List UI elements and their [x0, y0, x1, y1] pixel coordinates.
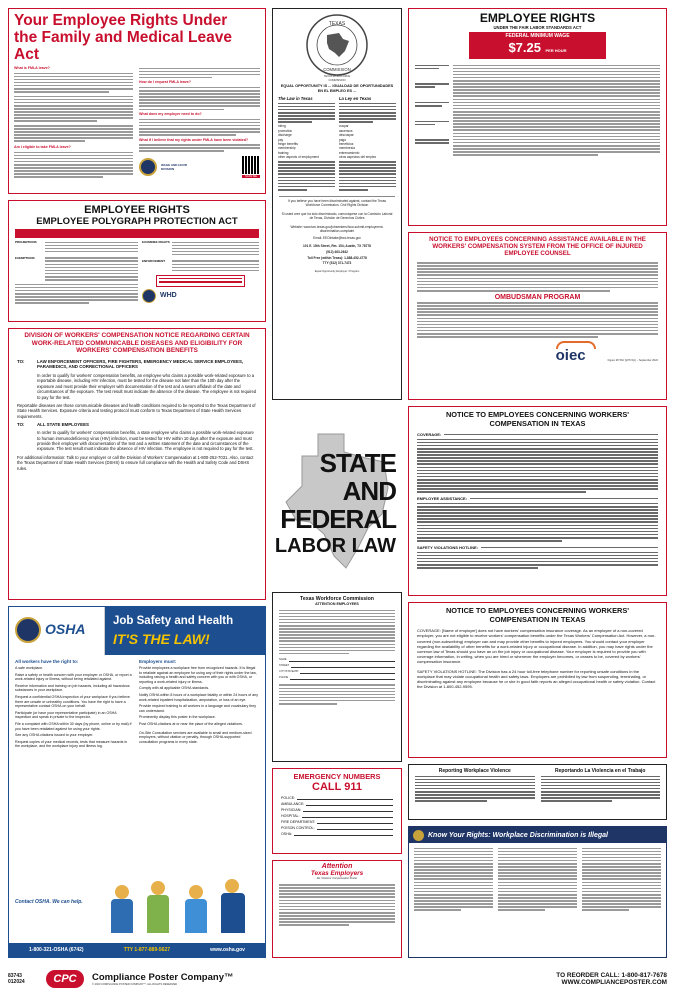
emergency-osha: OSHA:: [281, 832, 293, 836]
wc-notice-covered-panel: [408, 406, 667, 596]
list-item: other aspects of employment: [278, 155, 319, 160]
osha-col2-head: Employers must:: [139, 659, 177, 664]
min-wage-banner: [469, 32, 606, 59]
kyr-title: Know Your Rights: Workplace Discrimination is Illegal: [428, 831, 608, 839]
list-item: Notify OSHA within 8 hours of a workplace fatality or within 24 hours of any work-related inpatient hospitalization, amputation, or loss of an eye.: [139, 692, 259, 702]
osha-workers-illustration: [105, 877, 261, 935]
dwc-to1-label: TO:: [17, 358, 25, 364]
list-item: Receive information and training on job hazards, including all hazardous substances in your workplace.: [15, 683, 130, 693]
wc1-title: NOTICE TO EMPLOYEES CONCERNING WORKERS' COMPENSATION IN TEXAS: [445, 410, 630, 428]
twc-ui-field-phone: PHONE: [279, 676, 289, 680]
list-item: Request a confidential OSHA inspection of your workplace if you believe there are unsafe or unhealthy conditions. You have the right to have a representative contact OSHA on your behalf.: [15, 694, 130, 709]
osha-web: www.osha.gov: [210, 947, 245, 953]
oiec-form-number: Figure 28 TAC §276.5(c) – September 2022: [607, 359, 658, 363]
list-item: Comply with all applicable OSHA standards.: [139, 686, 210, 691]
cpc-brand: Compliance Poster Company™: [92, 971, 234, 983]
twc-email: Email: EEOIntake@twc.texas.gov: [313, 236, 361, 241]
dwc-p1: In order to qualify for workers' compensation benefits, an employee who claims a possible work-related exposure to a reportable disease, including HIV infection, must be tested for the disease not later than the 10th day after the exposure and must provide their employer with documentation of the test and a sworn affidavit of the date and circumstances of the exposure. The test result must indicate the absence of the disease. The employee is not required to pay for the test.: [37, 372, 257, 400]
osha-phone: 1-800-321-OSHA (6742): [29, 947, 84, 953]
dwc-to1: LAW ENFORCEMENT OFFICERS, FIRE FIGHTERS, EMERGENCY MEDICAL SERVICE EMPLOYEES, PARAMEDICS, AND CORRECTIONAL OFFICERS: [37, 358, 244, 370]
twc-ui-field-name: NAME: [279, 658, 287, 662]
osha-header: [9, 607, 265, 655]
list-item: See any OSHA citations issued to your employer.: [15, 733, 94, 738]
dwc-p3: In order to qualify for workers' compensation benefits, a state employee who claims a possible work-related exposure to human immunodeficiency virus (HIV) infection, must be tested for HIV within 10 days after the exposure and must provide their employer with documentation of the test and a written statement of the date and circumstances of the exposure. The test result must indicate the absence of HIV infection. The employee is not required to pay for the test.: [37, 430, 254, 452]
dwc-title: DIVISION OF WORKERS' COMPENSATION NOTICE REGARDING CERTAIN WORK-RELATED COMMUNICABLE DISEASES AND ELIGIBILITY FOR WORKERS' COMPENSATION BENEFITS: [24, 332, 250, 355]
twc-footer: Equal Opportunity Employer / Program: [314, 269, 360, 273]
reorder-web: WWW.COMPLIANCEPOSTER.COM: [561, 979, 667, 986]
dwc-to2-label: TO:: [17, 422, 25, 428]
polygraph-subtitle: EMPLOYEE POLYGRAPH PROTECTION ACT: [36, 216, 238, 227]
list-item: Provide required training to all workers in a language and vocabulary they can understand.: [139, 704, 257, 713]
list-item: File a complaint with OSHA within 30 days (by phone, online or by mail) if you have been retaliated against for using your rights.: [15, 721, 132, 731]
list-item: discharge: [278, 133, 292, 138]
list-item: promotion: [278, 128, 293, 133]
flsa-title: EMPLOYEE RIGHTS: [479, 11, 596, 25]
dwc-to2: ALL STATE EMPLOYEES: [37, 422, 89, 428]
svg-text:COMMISSION: COMMISSION: [323, 67, 351, 72]
list-item: beneficios: [339, 141, 354, 146]
list-item: Participate (or have your representative participate) in an OSHA inspection and speak in private to the inspector.: [15, 710, 117, 720]
list-item: training: [278, 150, 289, 155]
twc-tollfree: Toll Free (within Texas): 1-888-452-4778: [307, 255, 367, 260]
osha-title-2: IT'S THE LAW!: [113, 631, 210, 647]
dwc-disease-panel: [8, 328, 266, 600]
min-wage-banner-label: FEDERAL MINIMUM WAGE: [505, 33, 570, 39]
law-items-en: [278, 124, 335, 159]
oiec-logo: [552, 341, 602, 363]
emergency-fire: FIRE DEPARTMENT:: [281, 820, 316, 824]
list-item: fringe benefits: [278, 141, 299, 146]
workplace-violence-panel: [408, 764, 667, 820]
fmla-section-what: What is FMLA leave?: [14, 66, 50, 70]
dwc-p2: Reportable diseases are those communicable diseases and health conditions required to be reported to the Texas Department of State Health Services. Exposure criteria and testing protocol must conform to Texas Department of State Health Services requirements.: [17, 403, 256, 419]
labor-law-logo: [272, 406, 402, 586]
polygraph-panel: [8, 200, 266, 322]
qr-code-icon: [242, 156, 260, 174]
twc-seal-icon: [305, 13, 369, 77]
poster-code-1: 83743: [8, 973, 22, 979]
poster-footer: [8, 964, 667, 994]
osha-contact: Contact OSHA. We can help.: [15, 899, 83, 905]
oiec-logo-text: oiec: [555, 346, 586, 364]
osha-title-1: Job Safety and Health: [113, 615, 234, 627]
cpc-logo-text: CPC: [53, 973, 77, 985]
whd-label: WAGE AND HOUR DIVISION: [161, 162, 188, 171]
wc1-safety-label: SAFETY VIOLATIONS HOTLINE:: [417, 545, 478, 551]
twc-seal-bottom: COMMISSION: [328, 78, 346, 82]
emergency-police: POLICE:: [281, 796, 296, 800]
dol-seal-icon: [142, 289, 156, 303]
list-item: entrenamiento: [339, 150, 360, 155]
twc-believe-es: Si usted cree que ha sido discriminado, comuníquese con la Comisión Laboral de Texas, División de Derechos Civiles: [281, 211, 393, 221]
polygraph-exemptions: EXEMPTIONS: [15, 255, 35, 260]
list-item: ascensos: [339, 128, 353, 133]
twc-ui-panel: [272, 592, 402, 762]
twc-eq-title: EQUAL OPPORTUNITY IS ... IGUALDAD DE OPORTUNIDADES EN EL EMPLEO ES ...: [280, 84, 394, 94]
twc-equal-opportunity-panel: [272, 8, 402, 400]
list-item: descuspar: [339, 133, 354, 138]
ombudsman-heading: OMBUDSMAN PROGRAM: [494, 293, 581, 301]
scan-me-label: SCAN ME: [242, 175, 260, 178]
reorder-phone: TO REORDER CALL: 1-800-817-7678: [556, 972, 667, 979]
list-item: pago: [339, 137, 347, 142]
fmla-title: Your Employee Rights Under the Family and Medical Leave Act: [14, 12, 232, 63]
list-item: cuspar: [339, 124, 349, 129]
fmla-section-request: How do I request FMLA leave?: [139, 80, 191, 85]
fmla-section-violated: What if I believe that my rights under FMLA have been violated?: [139, 137, 249, 142]
list-item: otros aspectos del empleo: [339, 155, 377, 160]
wc1-assistance-label: EMPLOYEE ASSISTANCE:: [417, 496, 468, 502]
law-items-es: [339, 124, 396, 159]
twc-ui-field-city: CITY/STATE/ZIP: [279, 670, 299, 674]
labor-law-line2: AND: [342, 476, 396, 506]
list-item: pay: [278, 137, 284, 142]
wc2-safety: SAFETY VIOLATIONS HOTLINE: The Division has a 24 hour toll-free telephone number for reporting unsafe conditions in the workplace that may violate occupational health and safety laws. Employers are prohibited by law from suspending, terminating, or discriminating against any employee because he or she in good faith reports an alleged occupational health or safety violation. Contact the Division at 1-800-452-9595.: [417, 668, 656, 690]
polygraph-intro-banner: [15, 229, 259, 238]
polygraph-prohibitions: PROHIBITIONS: [15, 240, 37, 244]
emergency-title: EMERGENCY NUMBERS: [293, 772, 381, 781]
wc1-coverage-label: COVERAGE:: [417, 432, 442, 438]
dol-seal-icon: [139, 158, 157, 176]
twc-ui-subtitle: ATTENTION EMPLOYEES: [315, 602, 359, 606]
attention-subtitle: Texas Employers: [310, 870, 364, 877]
osha-col2-list: [139, 666, 259, 727]
osha-consult: On-Site Consultation services are available to small and medium-sized employers, without citation or penalty, through OSHA-supported consultation programs in every state.: [139, 730, 252, 744]
twc-seal-top: TEXAS WORKFORCE: [323, 75, 351, 78]
flsa-panel: [408, 8, 667, 226]
attention-title: Attention: [321, 863, 353, 870]
polygraph-enforcement: ENFORCEMENT: [141, 258, 166, 263]
svg-text:TEXAS: TEXAS: [328, 21, 346, 27]
labor-law-line3: FEDERAL: [280, 504, 396, 534]
ley-en-texas-heading: La Ley en Texas: [339, 96, 372, 102]
kyr-panel: [408, 826, 667, 958]
osha-footer-bar: [9, 943, 265, 957]
list-item: Request copies of your medical records, tests that measure hazards in the workplace, and the workplace injury and illness log.: [15, 739, 128, 749]
labor-law-line4: LABOR LAW: [274, 535, 396, 557]
fmla-panel: [8, 8, 266, 194]
violence-title-en: Reporting Workplace Violence: [438, 768, 511, 774]
list-item: Provide employees a workplace free from recognized hazards. It is illegal to retaliate against an employee for using any of their rights under the law, including raising a health and safety concern with you or with OSHA, or reporting a work-related injury or illness.: [139, 666, 257, 684]
dwc-p4: For additional information: Talk to your employer or call the Division of Workers' Compensation at 1-800-252-7031. Also, contact the Texas Department of State Health Services (DSHS) to ensure full compliance with the Health and Safety Code and DSHS rules.: [17, 454, 254, 471]
cpc-logo: [46, 970, 84, 988]
twc-believe-en: If you believe you have been discriminated against, contact the Texas Workforce Commission, Civil Rights Division: [288, 199, 386, 208]
twc-ui-title: Texas Workforce Commission: [300, 596, 374, 602]
cpc-copyright: © 2023 COMPLIANCE POSTER COMPANY™. ALL RIGHTS RESERVED: [92, 982, 178, 986]
eeoc-seal-icon: [413, 830, 424, 841]
min-wage-per-hour: PER HOUR: [545, 48, 567, 53]
whd-logo: WHD: [159, 292, 177, 300]
twc-tty: TTY (512) 371-7473: [322, 261, 352, 266]
polygraph-title: EMPLOYEE RIGHTS: [84, 204, 190, 216]
polygraph-examinee: EXAMINEE RIGHTS: [141, 240, 170, 244]
osha-tty: TTY 1-877-889-5627: [123, 947, 171, 953]
violence-title-es: Reportando La Violencia en el Trabajo: [555, 768, 646, 774]
osha-brand: OSHA: [45, 621, 86, 637]
law-in-texas-heading: The Law in Texas: [278, 96, 313, 102]
emergency-ambulance: AMBULANCE:: [281, 802, 305, 806]
emergency-poison: POISON CONTROL:: [281, 826, 315, 830]
list-item: membership: [278, 146, 296, 151]
wc2-coverage: COVERAGE: [Name of employer] does not have workers' compensation insurance coverage. As an employee of a non-covered employer, you are not eligible to receive workers' compensation benefits under the Texas Workers' Compensation Act. However, a non-covered (non-subscribing) employer can and may provide other benefits to injured employees. You should contact your employer regarding the availability of other benefits for a work-related injury or occupational disease. In addition, you may have rights under the common law of Texas should you have an on the job injury or occupational disease. Your employer is required to provide you with coverage information, in writing, when you are hired or whenever the employer becomes, or ceases to be, covered by workers' compensation insurance.: [417, 628, 656, 665]
list-item: Raise a safety or health concern with your employer or OSHA, or report a work-related injury or illness, without being retaliated against.: [15, 672, 132, 682]
twc-ui-field-street: STREET: [279, 664, 290, 668]
emergency-panel: [272, 768, 402, 854]
twc-phone: (512) 463-2642: [326, 250, 348, 255]
wc-notice-noncovered-panel: [408, 602, 667, 758]
attention-employers-panel: [272, 860, 402, 958]
flsa-subtitle: UNDER THE FAIR LABOR STANDARDS ACT: [493, 25, 582, 30]
wc2-title: NOTICE TO EMPLOYEES CONCERNING WORKERS' COMPENSATION IN TEXAS: [445, 606, 630, 624]
dol-seal-icon: [15, 617, 41, 643]
min-wage-amount: $7.25: [508, 40, 541, 55]
attention-caption: Re: Workers' Compensation Poster: [316, 877, 358, 880]
osha-col1-list: [15, 666, 133, 749]
kyr-header: [409, 827, 666, 843]
emergency-call: CALL 911: [312, 781, 362, 793]
osha-panel: [8, 606, 266, 958]
list-item: membresía: [339, 146, 355, 151]
emergency-hospital: HOSPITAL:: [281, 814, 300, 818]
osha-col1-head: All workers have the right to:: [15, 659, 79, 664]
poster-code-2: 012024: [8, 979, 25, 985]
oiec-title: NOTICE TO EMPLOYEES CONCERNING ASSISTANCE AVAILABLE IN THE WORKERS' COMPENSATION SYSTEM FROM THE OFFICE OF INJURED EMPLOYEE COUNSEL: [429, 236, 646, 258]
list-item: Prominently display this poster in the workplace.: [139, 715, 216, 720]
list-item: A safe workplace.: [15, 666, 44, 670]
twc-address: 101 E. 15th Street, Rm. 154; Austin, TX 78778: [303, 243, 371, 248]
emergency-physician: PHYSICIAN:: [281, 808, 302, 812]
fmla-section-eligible: Am I eligible to take FMLA leave?: [14, 145, 71, 150]
list-item: hiring: [278, 124, 286, 129]
oiec-panel: [408, 232, 667, 400]
list-item: Post OSHA citations at or near the place of the alleged violations.: [139, 721, 243, 726]
twc-website: Website: www.twc.texas.gov/jobseekers/how-submit-employment-discrimination-complaint: [290, 224, 384, 234]
fmla-section-employer: What does my employer need to do?: [139, 112, 202, 117]
labor-law-line1: STATE: [319, 448, 396, 478]
